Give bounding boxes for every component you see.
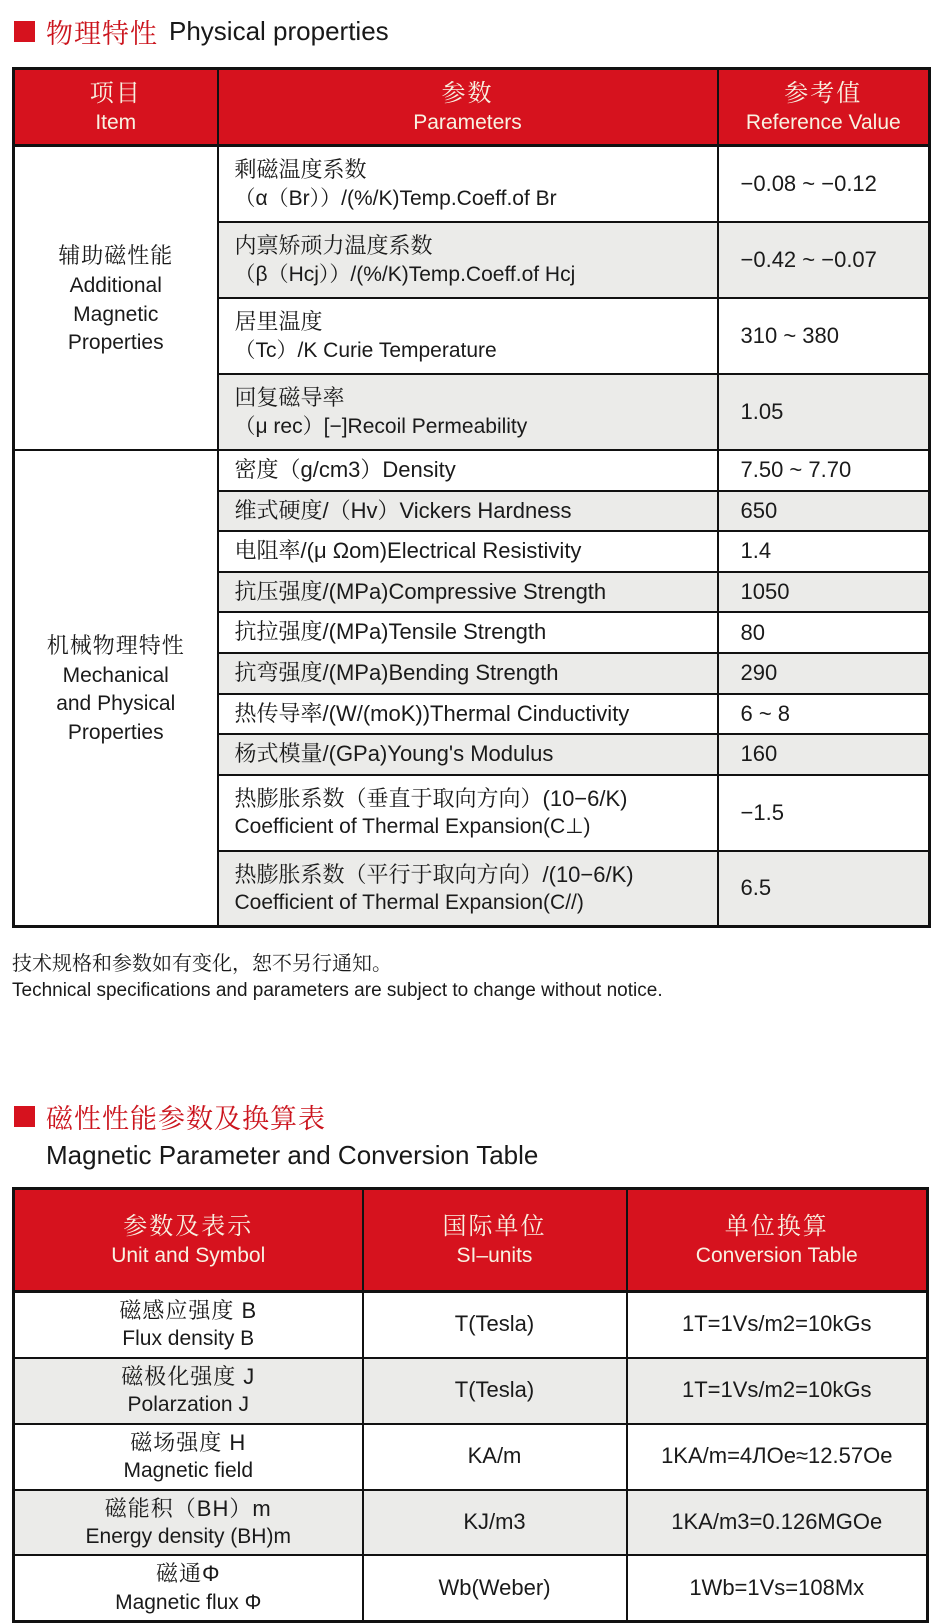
si-unit-cell: T(Tesla) [363,1358,627,1424]
value-cell: 1.4 [718,531,930,572]
column-header-item [14,69,218,146]
value-cell: 290 [718,653,930,694]
value-cell: −0.42 ~ −0.07 [718,222,930,298]
item-cell-mechanical-physical-properties [14,450,218,927]
param-line1: 回复磁导率 [234,385,345,411]
param-line1: 剩磁温度系数 [234,157,367,183]
parameter-name-zh: 磁极化强度 J [121,1363,256,1389]
disclaimer-note [12,950,940,1005]
table-row [14,1291,928,1357]
section-spacer [0,1005,940,1097]
param-line1: 居里温度 [234,309,323,335]
parameter-name-en: Polarzation J [127,1393,249,1417]
param-cell [218,298,718,374]
parameter-name-zh: 磁感应强度 B [119,1297,258,1323]
magnetic-conversion-table [12,1187,929,1623]
param-line2: （β（Hcj））/(%/K)Temp.Coeff.of Hcj [234,262,576,286]
disclaimer-zh: 技术规格和参数如有变化，恕不另行通知。 [12,953,392,976]
table-row [14,146,930,222]
si-unit-cell: T(Tesla) [363,1291,627,1357]
table-row [14,1555,928,1621]
header-reference-zh: 参考值 [784,80,863,107]
column-header-unit-symbol [14,1188,363,1291]
red-square-bullet-icon [14,1106,35,1127]
parameter-name-cell [14,1490,363,1556]
column-header-conversion [627,1188,928,1291]
parameter-name-en: Energy density (BH)m [85,1525,291,1549]
header-conversion-en: Conversion Table [695,1243,858,1267]
parameter-name-cell [14,1291,363,1357]
param-line2: （μ rec）[−]Recoil Permeability [234,414,528,438]
si-unit-cell: Wb(Weber) [363,1555,627,1621]
parameter-name-en: Flux density B [122,1327,255,1351]
param-cell [218,146,718,222]
parameter-name-cell [14,1555,363,1621]
conversion-cell: 1Wb=1Vs=108Mx [627,1555,928,1621]
value-cell: 6 ~ 8 [718,694,930,735]
value-cell: 1.05 [718,374,930,450]
header-item-zh: 项目 [89,80,142,107]
param-line1: 杨式模量/(GPa)Young's Modulus [234,741,554,767]
section2-title-en: Magnetic Parameter and Conversion Table [46,1139,539,1170]
param-cell [218,734,718,775]
section-title-physical-properties [14,12,940,51]
item-label-en: Mechanical and Physical Properties [56,664,176,744]
parameter-name-zh: 磁场强度 H [130,1429,247,1455]
value-cell: 160 [718,734,930,775]
param-line1: 抗拉强度/(MPa)Tensile Strength [234,619,547,645]
param-cell [218,612,718,653]
table-row [14,1424,928,1490]
item-label-en: Additional Magnetic Properties [67,274,164,354]
param-line1: 内禀矫顽力温度系数 [234,233,433,259]
param-line2: Coefficient of Thermal Expansion(C//) [234,891,584,915]
table-header-row [14,1188,928,1291]
header-unit-symbol-zh: 参数及表示 [123,1212,254,1240]
conversion-cell: 1T=1Vs/m2=10kGs [627,1358,928,1424]
param-cell [218,491,718,532]
param-line1: 热膨胀系数（平行于取向方向）/(10−6/K) [234,861,634,887]
item-cell-additional-magnetic-properties [14,146,218,450]
parameter-name-cell [14,1358,363,1424]
header-si-units-zh: 国际单位 [442,1212,547,1240]
parameter-name-zh: 磁通Φ [155,1561,221,1587]
value-cell: −1.5 [718,775,930,851]
param-line1: 维式硬度/（Hv）Vickers Hardness [234,497,572,523]
parameter-name-en: Magnetic flux Φ [115,1590,262,1614]
param-line1: 密度（g/cm3）Density [234,456,456,482]
item-label-zh: 辅助磁性能 [58,243,174,269]
table-header-row [14,69,930,146]
column-header-si-units [363,1188,627,1291]
param-line2: Coefficient of Thermal Expansion(C⊥) [234,815,591,839]
physical-properties-table [12,67,931,928]
table-row [14,1490,928,1556]
parameter-name-zh: 磁能积（BH）m [104,1495,272,1521]
header-parameters-zh: 参数 [441,80,494,107]
header-unit-symbol-en: Unit and Symbol [111,1243,266,1267]
disclaimer-en: Technical specifications and parameters are subject to change without notice. [12,980,663,1002]
conversion-cell: 1KA/m=4ЛOe≈12.57Oe [627,1424,928,1490]
param-cell [218,653,718,694]
section-title-magnetic-parameter [0,1097,940,1171]
header-si-units-en: SI–units [456,1243,533,1267]
param-cell [218,222,718,298]
value-cell: 6.5 [718,851,930,927]
conversion-cell: 1KA/m3=0.126MGOe [627,1490,928,1556]
param-cell [218,851,718,927]
param-line2: （Tc）/K Curie Temperature [234,338,497,362]
column-header-reference-value [718,69,930,146]
conversion-cell: 1T=1Vs/m2=10kGs [627,1291,928,1357]
value-cell: 310 ~ 380 [718,298,930,374]
param-line1: 电阻率/(μ Ωom)Electrical Resistivity [234,538,582,564]
section2-title-zh: 磁性性能参数及换算表 [46,1103,326,1134]
param-line1: 抗弯强度/(MPa)Bending Strength [234,659,559,685]
header-item-en: Item [95,111,137,135]
si-unit-cell: KJ/m3 [363,1490,627,1556]
header-reference-en: Reference Value [745,111,901,135]
si-unit-cell: KA/m [363,1424,627,1490]
section-title-zh: 物理特性 [46,19,158,49]
red-square-bullet-icon [14,21,35,42]
table-row [14,450,930,491]
value-cell: −0.08 ~ −0.12 [718,146,930,222]
parameter-name-cell [14,1424,363,1490]
param-line1: 抗压强度/(MPa)Compressive Strength [234,578,607,604]
param-cell [218,531,718,572]
param-cell [218,450,718,491]
param-cell [218,694,718,735]
param-line2: （α（Br））/(%/K)Temp.Coeff.of Br [234,186,557,210]
param-cell [218,572,718,613]
item-label-zh: 机械物理特性 [46,633,185,659]
section-title-en: Physical properties [169,16,389,46]
param-cell [218,775,718,851]
header-conversion-zh: 单位换算 [724,1212,829,1240]
param-line1: 热传导率/(W/(moK))Thermal Cinductivity [234,700,630,726]
value-cell: 650 [718,491,930,532]
value-cell: 7.50 ~ 7.70 [718,450,930,491]
param-line1: 热膨胀系数（垂直于取向方向）(10−6/K) [234,785,628,811]
header-parameters-en: Parameters [413,111,522,135]
value-cell: 80 [718,612,930,653]
column-header-parameters [218,69,718,146]
table-row [14,1358,928,1424]
param-cell [218,374,718,450]
parameter-name-en: Magnetic field [123,1459,254,1483]
value-cell: 1050 [718,572,930,613]
